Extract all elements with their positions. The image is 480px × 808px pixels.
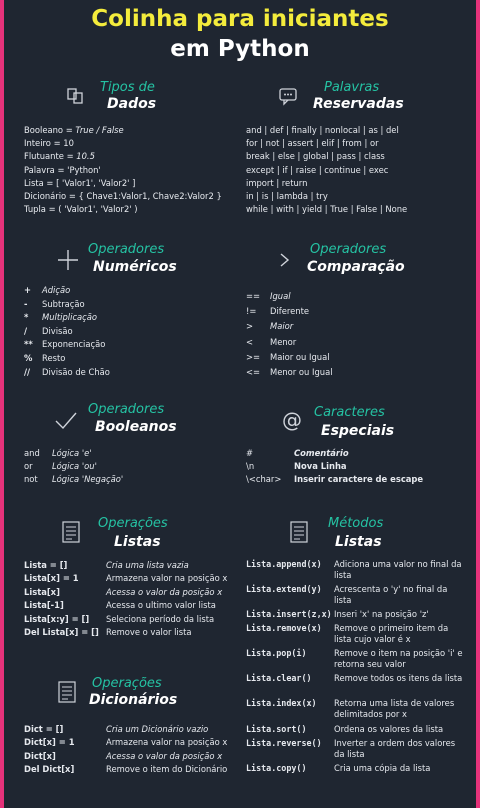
list-item-text: Subtração (42, 298, 85, 309)
section-title-line1: Operadores (88, 402, 165, 417)
section-title-line2: Listas (335, 534, 382, 550)
list-item-text: Armazena valor na posição x (106, 737, 228, 748)
list-item-text: Remove o item na posição 'i' e retorna seu valor (334, 648, 463, 669)
list-item-text: Resto (42, 353, 66, 363)
list-item-text: Lista.index(x) (246, 698, 317, 708)
plus-icon (56, 248, 80, 272)
list-item-text: Lista.clear() (246, 673, 312, 683)
chat-bubble-icon (278, 86, 298, 106)
item-value: 10.5 (76, 151, 95, 162)
list-item-text: Divisão (42, 325, 73, 336)
list-item-text: Diferente (270, 306, 310, 317)
list-item-text: Adiciona uma valor no final da lista (334, 559, 462, 580)
list-item-text: import | return (246, 177, 308, 188)
list-item-text: Lista[-1] (24, 600, 64, 611)
section-title-line1: Operações (98, 516, 168, 531)
list-item-text: Inverter a ordem dos valores da lista (334, 738, 456, 759)
list-item-text: Nova Linha (294, 461, 347, 472)
list-item-text: Lista = [] (24, 560, 68, 570)
list-item-text: Divisão de Chão (42, 366, 110, 377)
section-title-line1: Métodos (328, 516, 384, 531)
at-sign-icon: @ (282, 408, 302, 432)
section-title-line1: Palavras (324, 80, 380, 95)
list-item-text: Remove o valor lista (106, 627, 192, 637)
section-title-line1: Tipos de (100, 80, 155, 95)
list-item (24, 178, 135, 188)
section-title-line1: Operadores (88, 242, 165, 257)
list-item-text: + (24, 285, 32, 295)
page-title: Colinha para iniciantes (91, 6, 389, 32)
list-item-text: Lista[x] = 1 (24, 573, 79, 584)
item-key: Flutuante = (24, 151, 77, 162)
item-key: Lista = (24, 177, 57, 188)
list-item-text: Del Lista[x] = [] (24, 627, 99, 637)
chevron-right-icon (274, 250, 294, 270)
data-types-icon (66, 86, 86, 106)
list-item (24, 125, 124, 135)
item-value: 'Python' (67, 164, 101, 175)
checkmark-icon (54, 408, 78, 432)
list-item-text: * (24, 312, 29, 323)
item-key: Dicionário = (24, 191, 79, 201)
list-item-text: Comentário (294, 448, 349, 458)
section-title-line2: Comparação (307, 259, 405, 275)
list-item-text: Inseri 'x' na posição 'z' (334, 609, 429, 619)
list-item-text: != (246, 306, 257, 317)
item-value: { Chave1:Valor1, Chave2:Valor2 } (78, 191, 222, 201)
list-item-text: not (24, 474, 38, 485)
dictionary-document-icon (56, 680, 78, 704)
list-item-text: Remove todos os itens da lista (334, 673, 463, 683)
list-item-text: Lista.insert(z,x) (246, 609, 332, 619)
list-item-text: - (24, 298, 28, 309)
list-item-text: Lista[x:y] = [] (24, 613, 90, 624)
list-item-text: Retorna uma lista de valores delimitados por x (334, 698, 455, 719)
list-item-text: Lista.remove(x) (246, 623, 322, 633)
section-title-line2: Booleanos (95, 419, 177, 435)
section-title-line2: Especiais (321, 423, 395, 439)
list-item-text: for | not | assert | elif | from | or (246, 138, 379, 149)
section-title-line2: Numéricos (93, 259, 177, 275)
list-item-text: Multiplicação (42, 312, 98, 323)
section-title-line2: Listas (114, 534, 161, 550)
list-item-text: except | if | raise | continue | exec (246, 164, 389, 175)
list-item-text: Armazena valor na posição x (106, 573, 228, 584)
item-key: Inteiro = (24, 138, 64, 149)
list-item-text: or (24, 461, 33, 472)
list-item-text: Adição (42, 285, 71, 295)
section-title-line1: Caracteres (314, 405, 385, 420)
section-title-line2: Reservadas (313, 96, 404, 112)
list-item-text: Acessa o valor da posição x (106, 750, 223, 761)
list-item-text: Remove o item do Dicionário (106, 764, 228, 775)
list-item-text: // (24, 366, 31, 377)
list-item-text: Menor (270, 336, 297, 347)
list-item-text: Acrescenta o 'y' no final da lista (334, 584, 448, 605)
list-item-text: Ordena os valores da lista (334, 724, 444, 734)
item-key: Booleano = (24, 125, 76, 135)
list-item-text: Exponenciação (42, 339, 106, 350)
list-item-text: > (246, 321, 254, 332)
list-item-text: Igual (270, 291, 291, 301)
list-item-text: Maior (270, 321, 294, 332)
list-item-text: Del Dict[x] (24, 764, 75, 775)
list-item-text: # (246, 448, 254, 458)
list-item-text: Lista.pop(i) (246, 648, 307, 658)
list-item-text: and (24, 448, 40, 458)
list-item-text: Remove o primeiro item da lista cujo valor é x (334, 623, 449, 644)
list-item-text: == (246, 291, 261, 301)
list-item-text: \n (246, 461, 255, 472)
section-title-line2: Dados (107, 96, 157, 112)
list-item (24, 204, 138, 214)
item-key: Palavra = (24, 164, 68, 175)
item-key: Tupla = (24, 204, 59, 215)
list-item-text: Dict[x] (24, 750, 56, 761)
list-item-text: \<char> (246, 474, 282, 485)
item-value: [ 'Valor1', 'Valor2' ] (56, 177, 136, 188)
list-item-text: Inserir caractere de escape (294, 474, 424, 485)
list-item-text: Acessa o valor da posição x (106, 586, 223, 597)
list-item-text: Lista.sort() (246, 724, 307, 734)
section-title-line2: Dicionários (89, 692, 178, 708)
list-item-text: >= (246, 351, 261, 362)
list-item-text: Lista.append(x) (246, 559, 322, 569)
list-document-icon (60, 520, 82, 544)
list-item-text: Menor ou Igual (270, 367, 333, 377)
list-item-text: Lista.extend(y) (246, 584, 322, 594)
list-document-icon (288, 520, 310, 544)
list-item-text: Dict[x] = 1 (24, 737, 75, 748)
list-item-text: and | def | finally | nonlocal | as | del (246, 125, 399, 135)
list-item-text: Cria uma cópia da lista (334, 763, 431, 773)
list-item-text: Lista.copy() (246, 763, 307, 773)
list-item-text: % (24, 353, 33, 363)
list-item-text: Cria uma lista vazia (106, 560, 189, 570)
list-item-text: ** (24, 339, 33, 350)
list-item-text: while | with | yield | True | False | None (246, 204, 408, 215)
list-item-text: < (246, 336, 254, 347)
section-title-line1: Operadores (310, 242, 387, 257)
list-item-text: Lista.reverse() (246, 738, 322, 748)
list-item-text: / (24, 325, 28, 336)
list-item-text: Seleciona período da lista (106, 613, 215, 624)
list-item-text: Lógica 'Negação' (52, 474, 124, 485)
item-value: ( 'Valor1', 'Valor2' ) (58, 204, 138, 215)
item-value: True / False (75, 125, 124, 135)
list-item-text: Lista[x] (24, 586, 60, 597)
list-item-text: Cria um Dicionário vazio (106, 724, 209, 734)
list-item (24, 191, 222, 201)
page-subtitle: em Python (170, 36, 310, 62)
list-item-text: <= (246, 367, 261, 377)
list-item-text: in | is | lambda | try (246, 191, 328, 201)
list-item-text: Maior ou Igual (270, 351, 330, 362)
list-item-text: Acessa o ultimo valor lista (106, 600, 216, 611)
list-item-text: Dict = [] (24, 724, 64, 734)
section-title-line1: Operações (92, 676, 162, 691)
list-item (24, 165, 101, 175)
list-item-text: break | else | global | pass | class (246, 151, 385, 162)
list-item-text: Lógica 'ou' (52, 461, 97, 472)
list-item-text: Lógica 'e' (52, 448, 92, 458)
list-item (24, 138, 74, 148)
item-value: 10 (63, 138, 74, 149)
list-item (24, 151, 95, 161)
